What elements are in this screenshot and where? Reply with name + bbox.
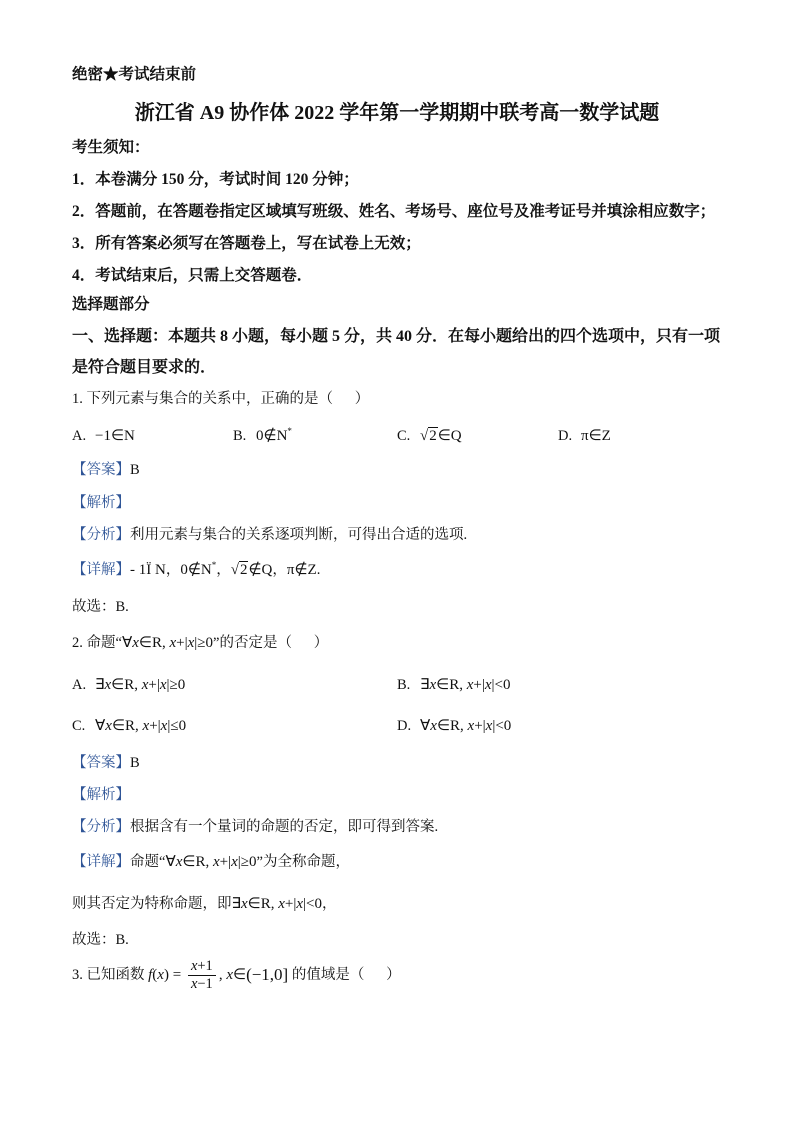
stem-text: ”的否定是（ ）	[213, 635, 329, 651]
method-tag: 【分析】	[72, 819, 130, 835]
math-expression: +|	[474, 718, 486, 734]
question-2-detail	[72, 852, 350, 872]
variable: x	[132, 635, 139, 651]
math-expression: ∈R,	[111, 718, 143, 734]
method-text: 根据含有一个量词的命题的否定，即可得到答案.	[130, 819, 439, 835]
question-2-detail-line-2	[72, 894, 337, 914]
radical-sign: √	[230, 562, 239, 578]
math-expression: ∈R,	[436, 677, 467, 693]
punctuation: .	[316, 562, 321, 578]
question-2-option-a	[72, 675, 185, 695]
math-expression: +|	[148, 677, 160, 693]
stem-text: 2. 命题“	[72, 635, 122, 651]
variable: x	[484, 677, 492, 693]
question-3-stem	[72, 955, 401, 995]
math-expression: +|	[473, 677, 485, 693]
question-1-options	[0, 426, 794, 446]
math-expression: 0∉N	[180, 562, 212, 578]
question-1-option-d	[558, 426, 611, 446]
math-expression: ∈R,	[247, 896, 279, 912]
math-expression: |<0	[492, 718, 512, 734]
math-expression: ∈R,	[138, 635, 170, 651]
punctuation: ，	[216, 562, 231, 578]
variable: x	[226, 967, 233, 983]
question-2-conclusion: 故选：B.	[72, 932, 129, 948]
detail-text: ”为全称命题，	[256, 854, 350, 870]
answer-value: B	[130, 462, 140, 478]
option-label: A.	[72, 677, 87, 693]
option-label: C.	[72, 718, 86, 734]
variable: x	[466, 677, 474, 693]
math-expression: −1∈N	[95, 428, 135, 444]
math-expression: |≥0	[166, 677, 186, 693]
notice-item-3: 3．所有答案必须写在答题卷上，写在试卷上无效；	[72, 235, 421, 252]
section-instruction-line-2: 是符合题目要求的．	[72, 359, 217, 376]
option-label: B.	[233, 428, 247, 444]
question-2-option-d	[397, 716, 511, 736]
variable: x	[278, 896, 285, 912]
answer-tag: 【答案】	[72, 462, 130, 478]
notice-item-2: 2．答题前，在答题卷指定区域填写班级、姓名、考场号、座位号及准考证号并填涂相应数字；	[72, 203, 716, 220]
radicand: 2	[239, 562, 248, 578]
fraction-denominator	[188, 976, 216, 993]
math-expression: (	[152, 967, 158, 983]
math-expression: +|	[284, 896, 297, 912]
detail-text: ，	[322, 896, 337, 912]
option-label: B.	[397, 677, 411, 693]
question-1-analysis	[72, 493, 130, 513]
math-expression: |<0	[303, 896, 323, 912]
math-expression: +|	[149, 718, 161, 734]
math-expression: |≤0	[167, 718, 187, 734]
math-expression: ∈R,	[436, 718, 468, 734]
variable: x	[190, 957, 198, 974]
variable: x	[231, 854, 238, 870]
variable: x	[212, 854, 220, 870]
function-name: f	[148, 967, 153, 983]
math-expression: ) =	[163, 967, 185, 983]
detail-tag: 【详解】	[72, 854, 130, 870]
question-1-conclusion: 故选：B.	[72, 599, 129, 615]
section-instruction-line-1: 一、选择题：本题共 8 小题，每小题 5 分，共 40 分．在每小题给出的四个选项中，只有一项	[72, 328, 721, 345]
superscript: *	[287, 426, 292, 436]
answer-value: B	[130, 755, 140, 771]
math-expression: ∉Q	[248, 562, 273, 578]
punctuation: ，	[165, 562, 181, 578]
variable: x	[187, 635, 195, 651]
variable: x	[160, 718, 168, 734]
notice-item-4: 4．考试结束后，只需上交答题卷．	[72, 267, 313, 284]
analysis-tag: 【解析】	[72, 495, 130, 511]
option-label: D.	[558, 428, 573, 444]
question-1-option-a	[72, 426, 135, 446]
variable: x	[429, 677, 437, 693]
method-tag: 【分析】	[72, 527, 130, 543]
stem-text: 的值域是（ ）	[288, 967, 401, 983]
quantifier: ∀	[165, 854, 176, 870]
math-expression: |≥0	[237, 854, 257, 870]
quantifier: ∃	[231, 896, 241, 912]
math-expression: +|	[219, 854, 232, 870]
math-expression: π∉Z	[286, 562, 317, 578]
option-label: A.	[72, 428, 87, 444]
variable: x	[105, 718, 112, 734]
variable: x	[142, 718, 150, 734]
math-expression: π∈Z	[581, 428, 611, 444]
question-2-options-row-2	[0, 716, 794, 736]
answer-tag: 【答案】	[72, 755, 130, 771]
math-expression: −1	[197, 975, 213, 992]
radical-sign: √	[420, 428, 429, 444]
question-2-option-b	[397, 675, 511, 695]
math-expression: +|	[176, 635, 188, 651]
math-expression: 0∉N	[256, 428, 288, 444]
analysis-tag: 【解析】	[72, 787, 130, 803]
math-expression: |<0	[491, 677, 511, 693]
question-2-answer	[72, 753, 140, 773]
question-1-stem: 1. 下列元素与集合的关系中，正确的是（ ）	[72, 391, 370, 407]
notice-heading: 考生须知：	[72, 139, 150, 156]
exam-title: 浙江省 A9 协作体 2022 学年第一学期期中联考高一数学试题	[134, 102, 660, 124]
fraction	[188, 958, 216, 993]
variable: x	[104, 677, 112, 693]
section-title: 选择题部分	[72, 296, 150, 313]
math-expression: ,	[218, 967, 227, 983]
variable: x	[175, 854, 183, 870]
question-1-answer	[72, 460, 140, 480]
detail-tag: 【详解】	[72, 562, 130, 578]
variable: x	[157, 967, 164, 983]
quantifier: ∃	[420, 677, 430, 693]
variable: x	[467, 718, 475, 734]
question-2-option-c	[72, 716, 186, 736]
confidential-label: 绝密★考试结束前	[72, 66, 197, 83]
question-1-detail	[72, 560, 320, 581]
option-label: D.	[397, 718, 412, 734]
quantifier: ∃	[95, 677, 105, 693]
question-2-method	[72, 817, 438, 837]
math-expression: +1	[197, 957, 213, 974]
fraction-numerator	[188, 958, 216, 976]
variable: x	[485, 718, 493, 734]
superscript: *	[211, 560, 217, 570]
question-1-option-b	[233, 426, 292, 447]
quantifier: ∀	[420, 718, 431, 734]
method-text: 利用元素与集合的关系逐项判断，可得出合适的选项.	[130, 527, 468, 543]
variable: x	[430, 718, 437, 734]
variable: x	[159, 677, 167, 693]
question-2-options-row-1	[0, 675, 794, 695]
detail-text: 命题“	[130, 854, 166, 870]
variable: x	[296, 896, 304, 912]
detail-text: 则其否定为特称命题，即	[72, 896, 232, 912]
quantifier: ∀	[95, 718, 106, 734]
variable: x	[169, 635, 177, 651]
variable: x	[190, 975, 198, 992]
question-2-analysis	[72, 785, 130, 805]
radicand: 2	[429, 428, 437, 444]
punctuation: ，	[272, 562, 287, 578]
interval: (−1,0]	[246, 965, 289, 984]
stem-text: 3. 已知函数	[72, 967, 149, 983]
math-expression: ∈R,	[111, 677, 142, 693]
variable: x	[240, 896, 248, 912]
option-label: C.	[397, 428, 411, 444]
math-expression: |≥0	[194, 635, 214, 651]
math-expression: ∈	[232, 967, 247, 983]
question-2-stem	[72, 633, 328, 653]
math-expression: ∈Q	[437, 428, 462, 444]
math-expression: ∈R,	[182, 854, 213, 870]
question-1-option-c	[397, 426, 462, 446]
question-1-method	[72, 525, 467, 545]
math-expression: - 1Ï N	[130, 562, 166, 578]
quantifier: ∀	[121, 635, 133, 651]
variable: x	[141, 677, 149, 693]
notice-item-1: 1．本卷满分 150 分，考试时间 120 分钟；	[72, 171, 359, 188]
